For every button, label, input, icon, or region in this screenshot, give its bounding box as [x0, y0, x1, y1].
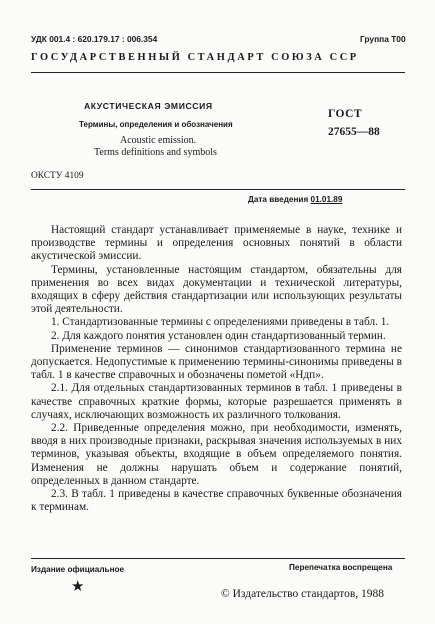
body-paragraph: 1. Стандартизованные термины с определениями приведены в табл. 1.: [51, 316, 390, 329]
star-icon: ★: [71, 579, 85, 595]
body-paragraph: Настоящий стандарт устанавливает применяемые в науке, технике и производстве термины и определения основных понятий в области акустической эмиссии.: [31, 224, 402, 263]
reprint-prohibited-label: Перепечатка воспрещена: [289, 563, 393, 572]
standard-subtitle: Термины, определения и обозначения: [79, 120, 233, 129]
footer-rule: [31, 558, 405, 559]
banner-rule: [31, 72, 405, 73]
body-paragraph: 2.1. Для отдельных стандартизованных терминов в табл. 1 приведены в качестве справочных краткие формы, которые разрешается применять в случаях, исключающих возможность их различного толкования.: [31, 382, 402, 421]
introduction-date: [248, 195, 342, 204]
okstu-code: ОКСТУ 4109: [31, 171, 84, 181]
gost-label: ГОСТ: [328, 108, 363, 120]
introduction-date-label: Дата введения: [248, 195, 309, 204]
body-paragraph: Применение терминов — синонимов стандартизованного термина не допускается. Недопустимые к применению термины-синонимы приведены в табл. 1 в качестве справочных и обозначены пометой «Ндп».: [31, 342, 402, 382]
english-title-line-2: Terms definitions and symbols: [94, 147, 217, 158]
group-code: Группа Т00: [360, 34, 406, 44]
publisher-copyright: © Издательство стандартов, 1988: [221, 588, 385, 600]
body-paragraph: 2.3. В табл. 1 приведены в качестве справочных буквенные обозначения к терминам.: [31, 488, 402, 514]
introduction-date-value: 01.01.89: [310, 195, 343, 204]
official-edition-label: Издание официальное: [31, 565, 125, 574]
body-paragraph: Термины, установленные настоящим стандартом, обязательны для применения во всех видах документации и технической литературы, входящих в сферу действия стандартизации или использующих результаты этой деятельности.: [31, 263, 402, 316]
body-text: [31, 224, 402, 514]
udk-code: УДК 001.4 : 620.179.17 : 006.354: [31, 34, 158, 44]
body-paragraph: 2.2. Приведенные определения можно, при необходимости, изменять, вводя в них производные признаки, раскрывая значения используемых в них терминов, указывая объекты, входящие в объем определяемого понятия. Изменения не должны нарушать объем и содержание понятий, определенных в данном стандарте.: [31, 422, 402, 487]
header-bottom-rule: [31, 189, 405, 190]
standard-title: АКУСТИЧЕСКАЯ ЭМИССИЯ: [84, 101, 213, 111]
gost-number: 27655—88: [328, 126, 380, 138]
banner-title: ГОСУДАРСТВЕННЫЙ СТАНДАРТ СОЮЗА ССР: [31, 52, 359, 63]
english-title-line-1: Acoustic emission.: [120, 135, 197, 146]
body-paragraph: 2. Для каждого понятия установлен один стандартизованный термин.: [51, 329, 386, 342]
